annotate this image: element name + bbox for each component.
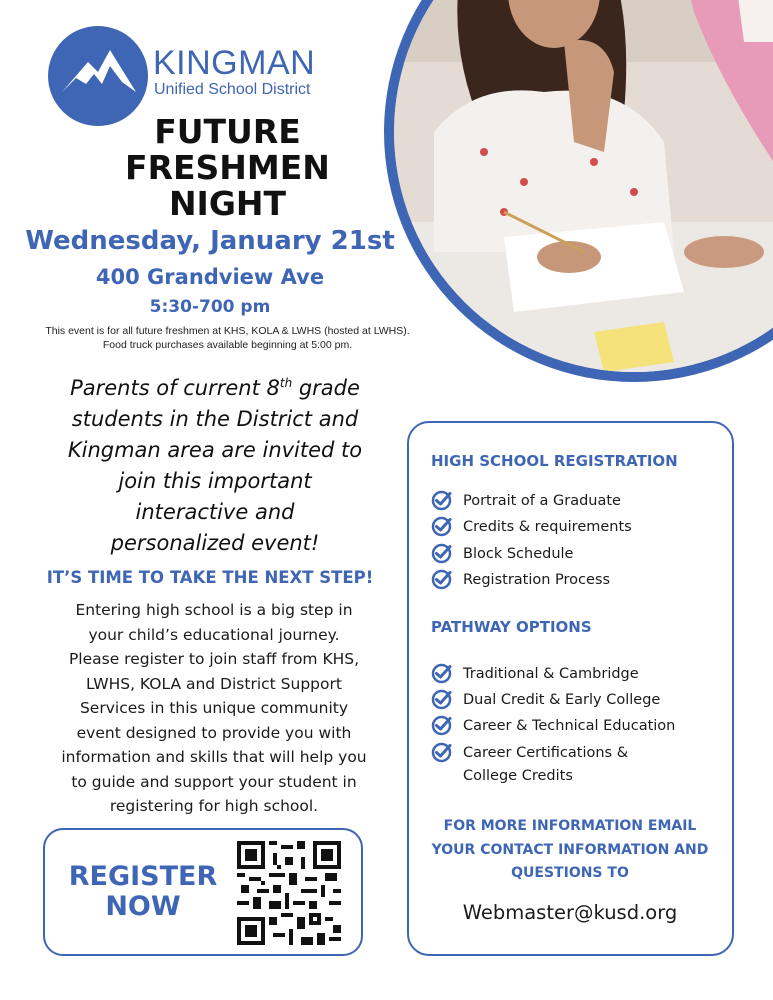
- invite-line: personalized event!: [110, 531, 320, 555]
- list-item-label: Dual Credit & Early College: [463, 692, 661, 708]
- event-note: [0, 324, 455, 352]
- event-title-line: NIGHT: [168, 184, 287, 223]
- event-title: [100, 114, 355, 222]
- qr-code-icon[interactable]: [237, 841, 341, 945]
- invite-line: Kingman area are invited to: [67, 438, 363, 462]
- body-line: information and skills that will help you: [61, 748, 367, 766]
- list-item: [431, 488, 731, 510]
- list-item: [431, 567, 731, 589]
- invite-superscript: th: [279, 376, 293, 390]
- event-address: 400 Grandview Ave: [95, 265, 325, 289]
- check-circle-icon: [431, 715, 452, 736]
- register-box: [43, 828, 363, 956]
- pathway-heading: PATHWAY OPTIONS: [431, 618, 592, 636]
- list-item: [431, 740, 731, 786]
- list-item: [431, 514, 731, 536]
- body-line: event designed to provide you with: [76, 723, 352, 742]
- student-writing-illustration: [394, 0, 773, 372]
- invite-line-part: grade: [292, 376, 360, 400]
- event-time: 5:30-700 pm: [149, 297, 271, 317]
- list-item-label: Block Schedule: [463, 546, 574, 562]
- body-line: your child’s educational journey.: [88, 625, 340, 644]
- list-item-label: Traditional & Cambridge: [463, 666, 639, 682]
- event-title-line: FRESHMEN: [125, 148, 330, 187]
- register-now-label: [59, 862, 227, 922]
- check-circle-icon: [431, 689, 452, 710]
- registration-heading: HIGH SCHOOL REGISTRATION: [431, 452, 678, 470]
- contact-line: QUESTIONS TO: [511, 865, 629, 881]
- event-date: Wednesday, January 21st: [25, 226, 395, 256]
- check-circle-icon: [431, 543, 452, 564]
- invite-line-part: Parents of current 8: [70, 376, 280, 400]
- list-item-label: Career & Technical Education: [463, 718, 676, 734]
- list-item-label: Portrait of a Graduate: [463, 493, 621, 509]
- list-item-label: Credits & requirements: [463, 519, 632, 535]
- contact-line: YOUR CONTACT INFORMATION AND: [431, 841, 709, 858]
- event-note-line: This event is for all future freshmen at KHS, KOLA & LWHS (hosted at LWHS).: [45, 325, 410, 337]
- invite-line: students in the District and: [71, 407, 359, 431]
- hero-photo: [394, 0, 773, 372]
- next-step-body: [34, 598, 394, 819]
- body-line: Services in this unique community: [79, 699, 349, 717]
- check-circle-icon: [431, 742, 452, 763]
- check-circle-icon: [431, 663, 452, 684]
- district-name: KINGMAN: [153, 44, 316, 82]
- invite-line: [40, 368, 390, 404]
- list-item: [431, 687, 731, 709]
- next-step-heading: IT’S TIME TO TAKE THE NEXT STEP!: [46, 568, 374, 587]
- list-item-label: College Credits: [463, 768, 573, 784]
- register-label-line: NOW: [105, 891, 181, 922]
- body-line: Entering high school is a big step in: [75, 601, 353, 619]
- body-line: to guide and support your student in: [71, 772, 357, 791]
- list-item: [431, 541, 731, 563]
- mountain-logo-icon: [48, 26, 148, 126]
- contact-email[interactable]: Webmaster@kusd.org: [462, 901, 678, 924]
- list-item-label: Career Certifications &: [463, 745, 629, 761]
- list-item: [431, 661, 731, 683]
- check-circle-icon: [431, 490, 452, 511]
- body-line: LWHS, KOLA and District Support: [86, 674, 342, 693]
- body-line: registering for high school.: [109, 797, 319, 815]
- check-circle-icon: [431, 516, 452, 537]
- register-label-line: REGISTER: [68, 861, 218, 892]
- info-box: [407, 421, 734, 956]
- event-note-line: Food truck purchases available beginning at 5:00 pm.: [102, 339, 353, 351]
- invite-line: join this important: [118, 469, 312, 493]
- invite-line: interactive and: [135, 500, 295, 524]
- check-circle-icon: [431, 569, 452, 590]
- event-title-line: FUTURE: [154, 112, 301, 151]
- body-line: Please register to join staff from KHS,: [68, 650, 360, 668]
- parent-invite-text: [40, 368, 390, 559]
- district-subtitle: Unified School District: [154, 81, 311, 98]
- list-item: [431, 713, 731, 735]
- list-item-label: Registration Process: [463, 572, 611, 588]
- contact-line: FOR MORE INFORMATION EMAIL: [443, 818, 697, 834]
- contact-heading: [409, 815, 731, 886]
